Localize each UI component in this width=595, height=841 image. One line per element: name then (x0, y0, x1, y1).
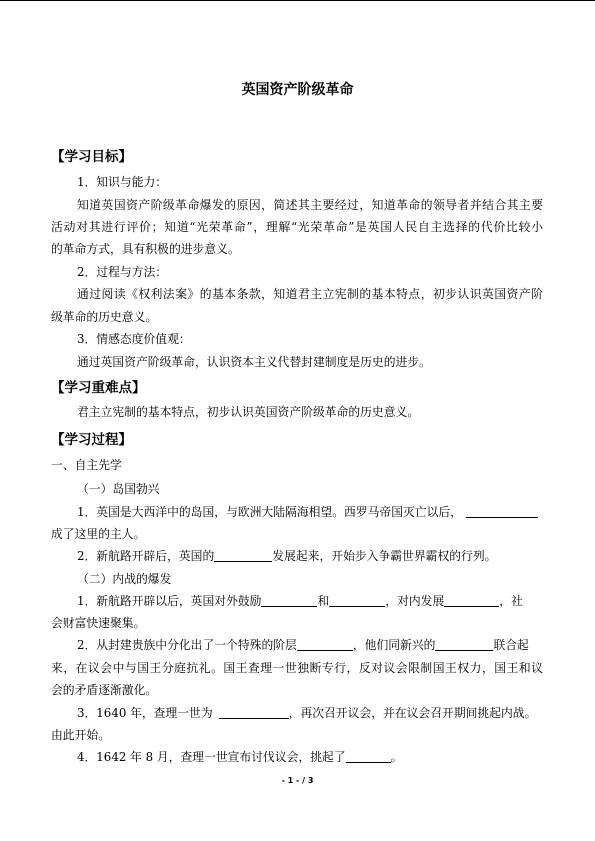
question-2-text-a: 2．新航路开辟后，英国的 (77, 549, 215, 563)
question-4-line-1 (77, 637, 529, 653)
question-1-text: 1．英国是大西洋中的岛国，与欧洲大陆隔海相望。西罗马帝国灭亡以后， (77, 505, 463, 519)
goal-2-line-2: 级革命的历史意义。 (51, 310, 158, 324)
question-6-text-a: 4．1642 年 8 月，查理一世宣布讨伐议会，挑起了 (77, 750, 346, 764)
question-3-text-a: 1．新航路开辟以后，英国对外鼓励 (77, 594, 262, 608)
question-6-text-b: 。 (390, 750, 403, 764)
header-rule (0, 0, 595, 1)
goal-2-title: 2．过程与方法： (77, 265, 168, 279)
question-5-text-b: ，再次召开议会，并在议会召开期间挑起内战。 (288, 706, 537, 720)
fill-blank[interactable] (329, 594, 385, 607)
question-2-text-b: 发展起来，开始步入争霸世界霸权的行列。 (272, 549, 497, 563)
question-5-line-1 (77, 705, 536, 721)
section-heading-process: 【学习过程】 (51, 432, 132, 448)
key-points-text: 君主立宪制的基本特点，初步认识英国资产阶级革命的历史意义。 (77, 405, 420, 419)
section-heading-key-points: 【学习重难点】 (51, 380, 146, 396)
question-4-text-c: 联合起 (493, 638, 529, 652)
question-4-text-a: 2．从封建贵族中分化出了一个特殊的阶层 (77, 638, 297, 652)
question-4-line-3: 会的矛盾逐渐激化。 (51, 683, 158, 697)
goal-1-line-3: 的革命方式，具有积极的进步意义。 (51, 242, 240, 256)
question-6-line (77, 749, 402, 765)
question-1-line-2: 成了这里的主人。 (51, 527, 146, 541)
question-3-text-c: ，对内发展 (385, 594, 445, 608)
question-3-line-1 (77, 593, 523, 609)
part-1-heading: 一、自主先学 (51, 458, 122, 472)
fill-blank[interactable] (297, 638, 353, 651)
subsection-1-heading: （一）岛国勃兴 (77, 482, 160, 496)
goal-3-line-1: 通过英国资产阶级革命，认识资本主义代替封建制度是历史的进步。 (77, 355, 431, 369)
question-4-line-2: 来，在议会中与国王分庭抗礼。国王查理一世独断专行，反对议会限制国王权力，国王和议 (51, 661, 543, 675)
question-5-text-a: 3．1640 年，查理一世为 (77, 706, 213, 720)
goal-1-title: 1．知识与能力： (77, 175, 168, 189)
fill-blank[interactable] (466, 505, 538, 518)
goal-1-line-1: 知道英国资产阶级革命爆发的原因，简述其主要经过，知道革命的领导者并结合其主要 (77, 198, 543, 212)
question-3-line-2: 会财富快速聚集。 (51, 616, 146, 630)
page-number: - 1 - / 3 (281, 776, 314, 785)
goal-1-line-2: 活动对其进行评价；知道“光荣革命”，理解“光荣革命”是英国人民自主选择的代价比较小 (51, 220, 543, 234)
question-4-text-b: ，他们同新兴的 (352, 638, 436, 652)
question-3-text-d: ，社 (499, 594, 523, 608)
subsection-2-heading: （二）内战的爆发 (77, 572, 172, 586)
page-title: 英国资产阶级革命 (241, 82, 354, 98)
question-3-text-b: 和 (317, 594, 330, 608)
fill-blank[interactable] (261, 594, 317, 607)
section-heading-goals: 【学习目标】 (51, 149, 132, 165)
fill-blank[interactable] (214, 549, 272, 562)
question-5-line-2: 由此开始。 (51, 728, 110, 742)
fill-blank[interactable] (219, 706, 289, 719)
question-1-line-1 (77, 504, 538, 520)
fill-blank[interactable] (435, 638, 493, 651)
goal-3-title: 3．情感态度价值观： (77, 332, 191, 346)
question-2-line (77, 548, 496, 564)
fill-blank[interactable] (444, 594, 499, 607)
fill-blank[interactable] (346, 750, 391, 763)
goal-2-line-1: 通过阅读《权利法案》的基本条款，知道君主立宪制的基本特点，初步认识英国资产阶 (77, 287, 543, 301)
